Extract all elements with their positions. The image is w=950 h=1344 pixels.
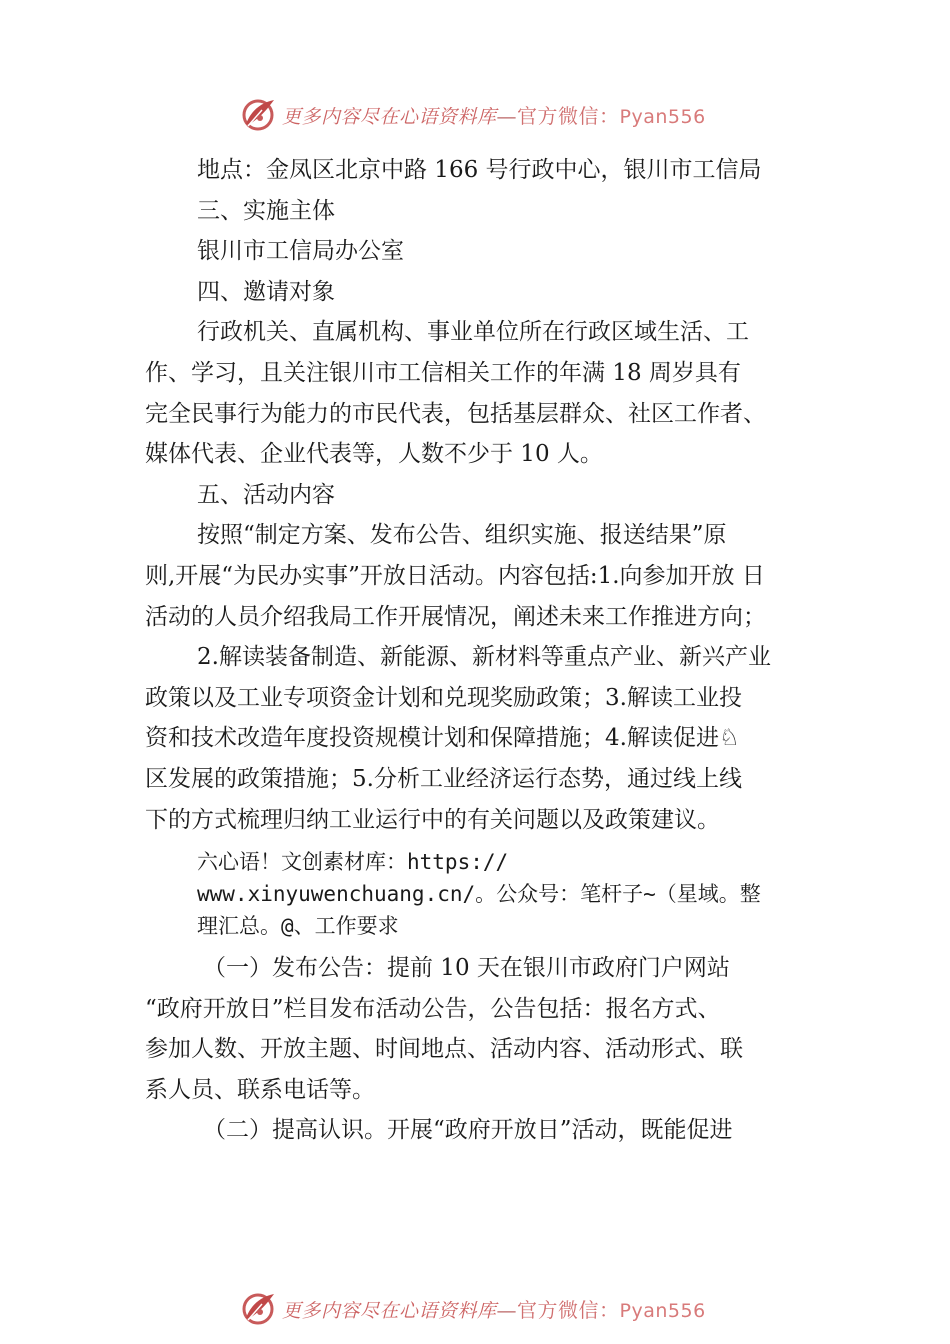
section-heading: 三、实施主体 [197,197,335,224]
watermark-wechat-id: Pyan556 [619,105,706,128]
text-line: 行政机关、直属机构、事业单位所在行政区域生活、工 [197,319,749,346]
watermark-wechat-label: 官方微信： [517,1297,620,1322]
text-line: 参加人数、开放主题、时间地点、活动内容、活动形式、联 [145,1036,743,1063]
text-line: www.xinyuwenchuang.cn/。公众号：笔杆子~（星域。整 [197,882,761,907]
section-heading: 五、活动内容 [197,481,335,508]
leaf-logo-icon [238,94,278,134]
text-line: （一）发布公告：提前 10 天在银川市政府门户网站 [203,955,730,982]
header-watermark [238,94,706,134]
text-line: 按照“制定方案、发布公告、组织实施、报送结果”原 [197,522,727,549]
watermark-text [282,100,706,129]
text-line: 地点：金凤区北京中路 166 号行政中心，银川市工信局 [197,157,762,183]
text-line: 资和技术改造年度投资规模计划和保障措施；4.解读促进♘ [145,725,740,752]
text-line: 完全民事行为能力的市民代表，包括基层群众、社区工作者、 [145,400,766,427]
text-line: 则,开展“为民办实事”开放日活动。内容包括:1.向参加开放 日 [145,562,765,589]
watermark-title: 更多内容尽在心语资料库 [282,105,497,128]
text-line: 区发展的政策措施；5.分析工业经济运行态势，通过线上线 [145,765,742,792]
text-line: 银川市工信局办公室 [197,238,404,265]
text-line: （二）提高认识。开展“政府开放日”活动，既能促进 [203,1117,733,1144]
text-line: 系人员、联系电话等。 [145,1076,375,1103]
text-line: 政策以及工业专项资金计划和兑现奖励政策；3.解读工业投 [145,684,742,711]
text-line: 作、学习，且关注银川市工信相关工作的年满 18 周岁具有 [145,359,741,386]
section-heading: 四、邀请对象 [197,278,335,305]
text-line: “政府开放日”栏目发布活动公告，公告包括：报名方式、 [145,995,721,1022]
text-line: 活动的人员介绍我局工作开展情况，阐述未来工作推进方向； [145,603,766,630]
watermark-title: 更多内容尽在心语资料库 [282,1299,497,1322]
text-line: 2.解读装备制造、新能源、新材料等重点产业、新兴产业 [197,644,771,671]
document-body [145,150,810,1151]
text-line: 六心语！文创素材库：https:// [197,850,509,875]
text-line: 媒体代表、企业代表等，人数不少于 10 人。 [145,441,603,468]
watermark-separator: — [496,103,518,128]
watermark-wechat-label: 官方微信： [517,103,620,128]
text-line: 下的方式梳理归纳工业运行中的有关问题以及政策建议。 [145,806,720,833]
watermark-text [282,1294,706,1323]
watermark-separator: — [496,1297,518,1322]
text-line: 理汇总。@、工作要求 [197,914,399,939]
watermark-wechat-id: Pyan556 [619,1299,706,1322]
leaf-logo-icon [238,1288,278,1328]
footer-watermark [238,1288,706,1328]
